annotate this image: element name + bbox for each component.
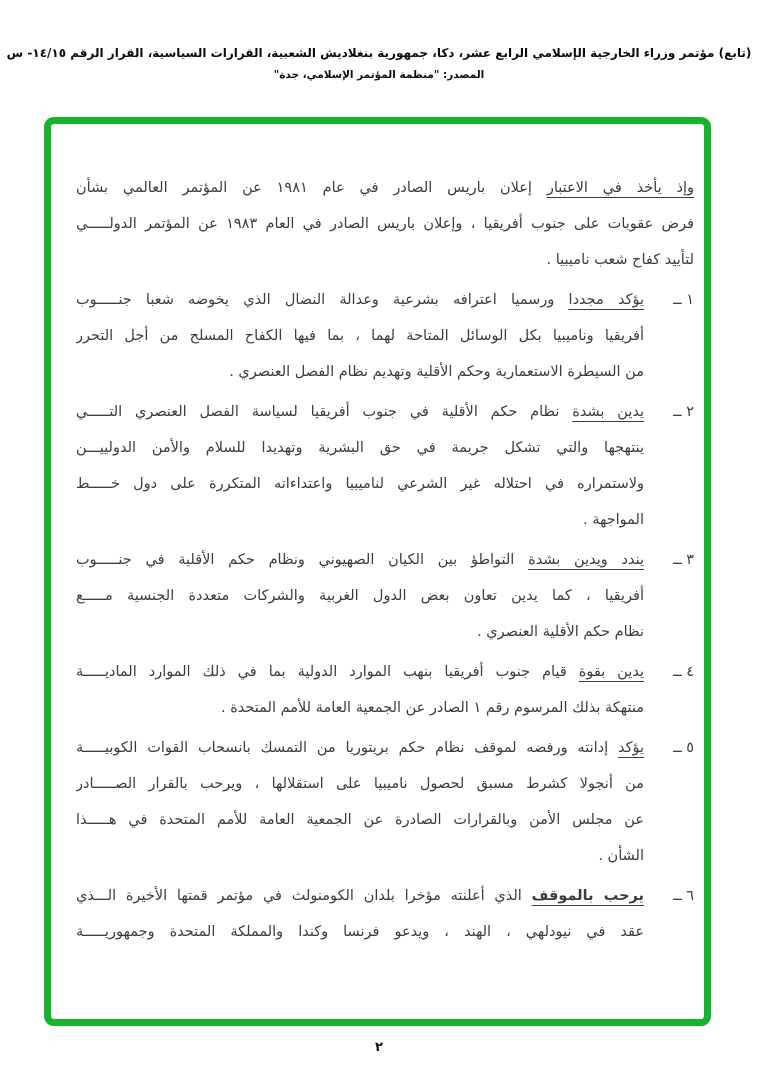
item-number: ٢ ــ <box>673 404 694 420</box>
text-line <box>76 282 644 318</box>
underlined-phrase: يدين بشدة <box>572 404 644 420</box>
text-line: عقد في نيودلهي ، الهند ، ويدعو فرنسا وكندا والمملكة المتحدة وجمهوريـــــة <box>76 924 644 940</box>
text-line: فرض عقوبات على جنوب أفريقيا ، وإعلان باريس الصادر في العام ١٩٨٣ عن المؤتمر الدولـــــي <box>76 216 694 232</box>
item-body <box>76 654 644 726</box>
text-line: أفريقيا وناميبيا بكل الوسائل المتاحة لهما ، بما فيها الكفاح المسلح من أجل التحرر <box>76 328 644 344</box>
header-title: (تابع) مؤتمر وزراء الخارجية الإسلامي الرابع عشر، دكا، جمهورية بنغلاديش الشعبية، القرارات السياسية، القرار الرقم ١٤/١٥- س <box>6 46 752 60</box>
text-line <box>76 394 644 430</box>
text-line: من السيطرة الاستعمارية وحكم الأقلية وتهديم نظام الفصل العنصري . <box>229 364 644 380</box>
item-number: ٤ ــ <box>673 664 694 680</box>
intro-paragraph <box>76 170 694 278</box>
text-segment: قيام جنوب أفريقيا بنهب الموارد الدولية بما في ذلك الموارد الماديـــــة <box>76 664 579 680</box>
text-segment: إعلان باريس الصادر في عام ١٩٨١ عن المؤتمر العالمي بشأن <box>76 180 547 196</box>
text-line: لتأييد كفاح شعب ناميبيا . <box>546 252 694 268</box>
item-body <box>76 542 644 650</box>
item-number: ٦ ــ <box>673 888 694 904</box>
underlined-bold-phrase: يرحب بالموقف <box>531 888 644 904</box>
text-line <box>76 170 694 206</box>
underlined-phrase: وإذ يأخذ في الاعتبار <box>546 180 694 196</box>
item-body <box>76 730 644 874</box>
text-line <box>76 730 644 766</box>
text-line <box>76 654 644 690</box>
text-line: أفريقيا ، كما يدين تعاون بعض الدول الغربية والشركات متعددة الجنسية مـــــع <box>76 588 644 604</box>
text-line: ينتهجها والتي تشكل جريمة في حق البشرية وتهديدا للسلام والأمن الدولييـــن <box>76 440 644 456</box>
text-line: الشأن . <box>598 848 644 864</box>
text-segment: التواطؤ بين الكيان الصهيوني ونظام حكم الأقلية في جنـــــوب <box>76 552 529 568</box>
underlined-phrase: يندد ويدين بشدة <box>528 552 644 568</box>
resolution-item-1 <box>76 282 694 390</box>
text-segment: الذي أعلنته مؤخرا بلدان الكومنولث في مؤتمر قمتها الأخيرة الـــذي <box>76 888 532 904</box>
item-number: ٣ ــ <box>673 552 694 568</box>
item-number: ٥ ــ <box>673 740 694 756</box>
underlined-phrase: يؤكد مجددا <box>568 292 644 308</box>
item-number: ١ ــ <box>673 292 694 308</box>
resolution-item-5 <box>76 730 694 874</box>
text-line: من أنجولا كشرط مسبق لحصول ناميبيا على استقلالها ، ويرحب بالقرار الصـــــادر <box>76 776 644 792</box>
header-source-line: المصدر: "منظمة المؤتمر الإسلامي، جدة" <box>273 69 485 81</box>
text-segment: ورسميا اعترافه بشرعية وعدالة النضال الذي يخوضه شعبا جنـــــوب <box>76 292 569 308</box>
page-number: ٢ <box>375 1040 383 1055</box>
item-body <box>76 282 644 390</box>
text-segment: إدانته ورفضه لموقف نظام حكم بريتوريا من التمسك بانسحاب القوات الكوبيـــــة <box>76 740 618 756</box>
document-header <box>0 46 758 81</box>
text-line <box>76 878 644 914</box>
text-segment: نظام حكم الأقلية في جنوب أفريقيا لسياسة الفصل العنصري التـــــي <box>76 404 573 420</box>
resolution-item-4 <box>76 654 694 726</box>
underlined-phrase: يؤكد <box>617 740 644 756</box>
resolution-item-3 <box>76 542 694 650</box>
resolution-item-6 <box>76 878 694 950</box>
underlined-phrase: يدين بقوة <box>578 664 644 680</box>
text-line: نظام حكم الأقلية العنصري . <box>477 624 644 640</box>
text-line <box>76 542 644 578</box>
item-body <box>76 394 644 538</box>
text-line: ولاستمراره في احتلاله غير الشرعي لناميبيا واعتداءاته المتكررة على دول خـــــط <box>76 476 644 492</box>
text-line: المواجهة . <box>583 512 644 528</box>
scanned-text-body <box>76 170 694 954</box>
item-body <box>76 878 644 950</box>
text-line: عن مجلس الأمن وبالقرارات الصادرة عن الجمعية العامة للأمم المتحدة في هـــــذا <box>76 812 644 828</box>
text-line: منتهكة بذلك المرسوم رقم ١ الصادر عن الجمعية العامة للأمم المتحدة . <box>220 700 644 716</box>
resolution-item-2 <box>76 394 694 538</box>
